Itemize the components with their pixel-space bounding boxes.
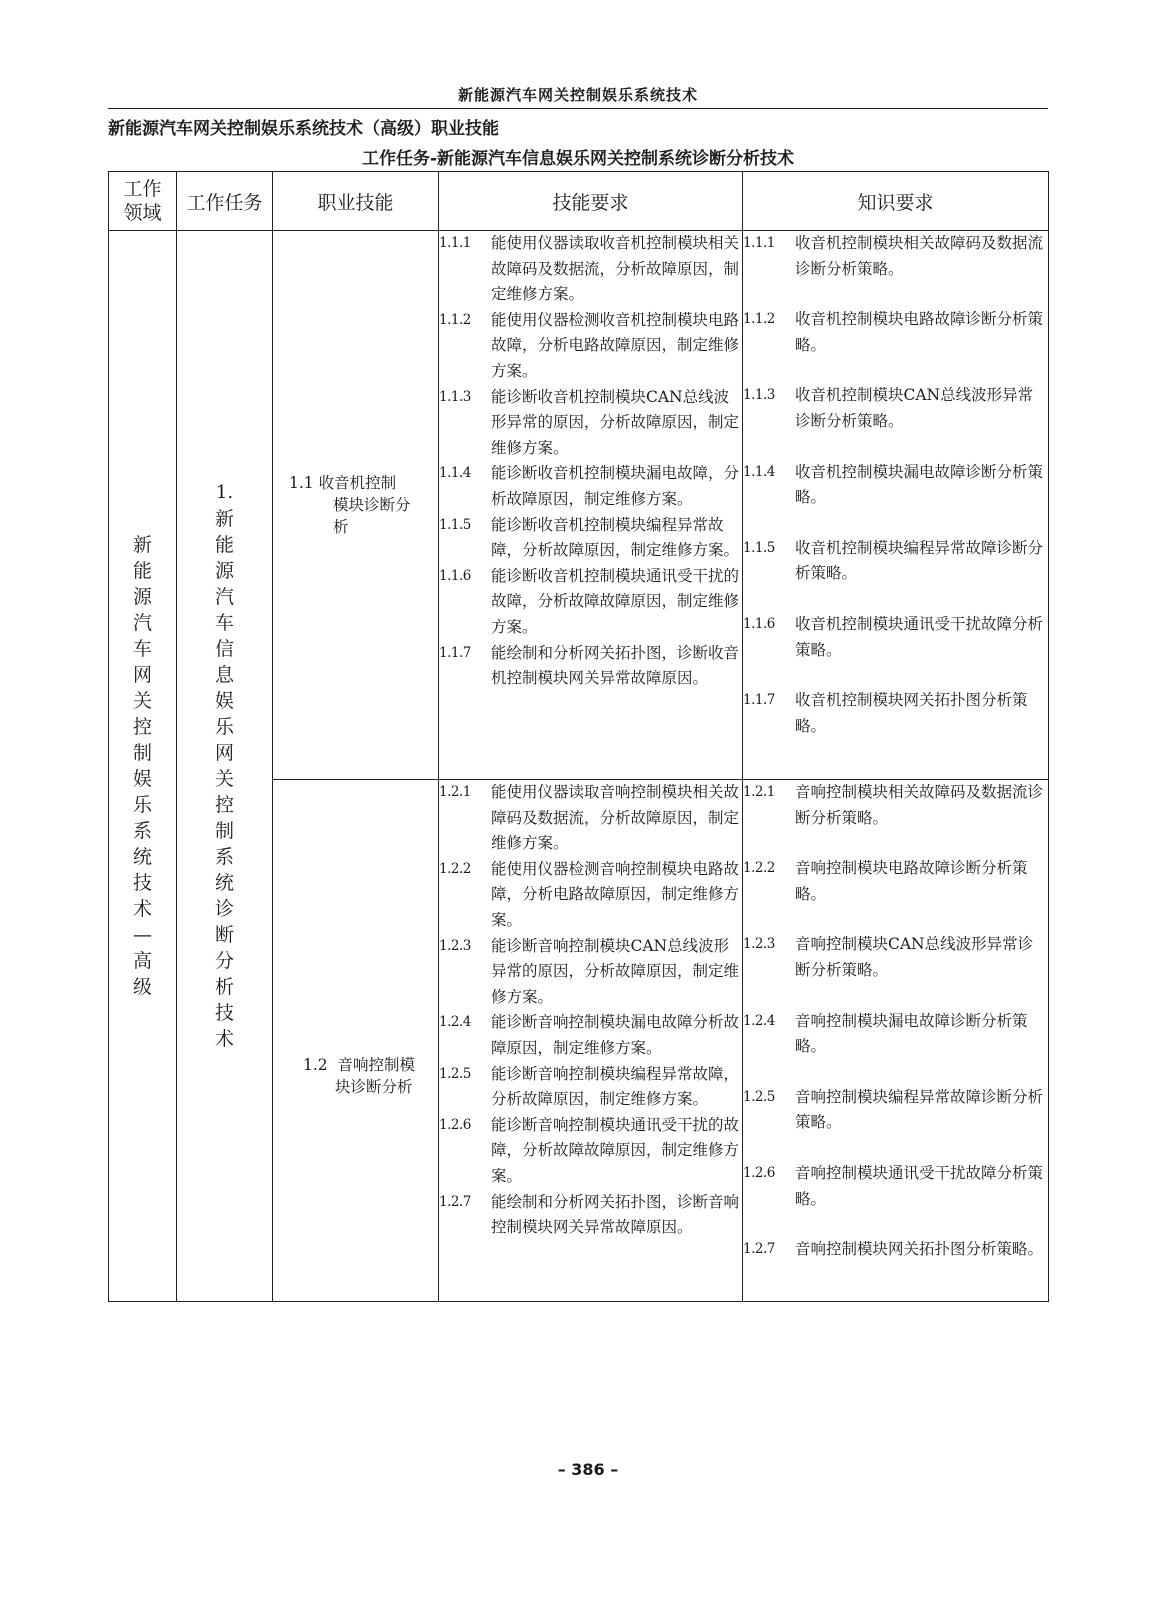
skill-cell-1 <box>273 231 439 780</box>
header-knowledge-requirements: 知识要求 <box>743 172 1049 231</box>
item-text: 收音机控制模块通讯受干扰故障分析策略。 <box>795 614 1044 659</box>
item-number: 1.2.5 <box>439 1065 471 1082</box>
knowledge-requirements-cell-2 <box>743 780 1049 1302</box>
table-header-row <box>109 172 1049 231</box>
task-number: 1. <box>215 482 234 503</box>
item-number: 1.1.5 <box>743 539 775 556</box>
item-number: 1.1.4 <box>439 465 471 482</box>
item-number: 1.1.2 <box>743 311 775 328</box>
skill-cell-2 <box>273 780 439 1302</box>
item-text: 音响控制模块编程异常故障诊断分析策略。 <box>795 1087 1044 1132</box>
header-skill-requirements: 技能要求 <box>439 172 743 231</box>
item-text: 收音机控制模块相关故障码及数据流诊断分析策略。 <box>795 234 1044 278</box>
header-domain <box>109 172 177 231</box>
list-item <box>743 1161 1048 1212</box>
item-text: 能绘制和分析网关拓扑图，诊断收音机控制模块网关异常故障原因。 <box>491 643 740 688</box>
list-item <box>439 780 742 857</box>
skill-name-line: 音响控制模 <box>337 1055 416 1074</box>
list-item <box>439 641 742 692</box>
table-row <box>109 231 1049 780</box>
item-text: 能使用仪器检测收音机控制模块电路故障，分析电路故障原因，制定维修方案。 <box>491 310 740 380</box>
item-number: 1.1.3 <box>439 388 471 405</box>
item-text: 能使用仪器读取音响控制模块相关故障码及数据流，分析故障原因，制定维修方案。 <box>491 783 740 853</box>
list-item <box>439 1190 742 1241</box>
header-skill: 职业技能 <box>273 172 439 231</box>
item-number: 1.2.3 <box>439 937 471 954</box>
list-item <box>743 932 1048 983</box>
list-item <box>743 383 1048 434</box>
item-text: 音响控制模块漏电故障诊断分析策略。 <box>795 1011 1028 1056</box>
skills-table <box>108 171 1049 1302</box>
list-item <box>743 856 1048 907</box>
item-number: 1.2.5 <box>743 1088 775 1105</box>
item-number: 1.2.2 <box>439 860 471 877</box>
list-item <box>743 1237 1048 1263</box>
item-number: 1.2.2 <box>743 860 775 877</box>
item-number: 1.1.2 <box>439 311 471 328</box>
item-number: 1.2.4 <box>743 1012 775 1029</box>
list-item <box>439 1113 742 1190</box>
running-header: 新能源汽车网关控制娱乐系统技术 <box>457 86 698 104</box>
item-text: 收音机控制模块电路故障诊断分析策略。 <box>795 310 1044 354</box>
item-text: 收音机控制模块CAN总线波形异常诊断分析策略。 <box>795 386 1034 430</box>
item-number: 1.1.6 <box>743 615 775 632</box>
item-text: 能使用仪器读取收音机控制模块相关故障码及数据流，分析故障原因，制定维修方案。 <box>491 234 740 304</box>
list-item <box>743 688 1048 739</box>
list-item <box>439 1010 742 1061</box>
domain-cell <box>109 231 177 1302</box>
list-item <box>439 231 742 308</box>
item-text: 收音机控制模块编程异常故障诊断分析策略。 <box>795 538 1044 583</box>
item-text: 能诊断收音机控制模块通讯受干扰的故障，分析故障故障原因，制定维修方案。 <box>491 566 740 636</box>
skill-number: 1.1 <box>289 474 314 492</box>
item-text: 能使用仪器检测音响控制模块电路故障，分析电路故障原因，制定维修方案。 <box>491 859 740 929</box>
list-item <box>743 536 1048 587</box>
list-item <box>439 934 742 1011</box>
header-rule <box>108 108 1048 109</box>
item-text: 能诊断音响控制模块漏电故障分析故障原因，制定维修方案。 <box>491 1013 740 1057</box>
item-number: 1.2.4 <box>439 1014 471 1031</box>
item-number: 1.1.6 <box>439 567 471 584</box>
item-number: 1.1.4 <box>743 463 775 480</box>
item-number: 1.1.1 <box>439 235 471 251</box>
item-text: 收音机控制模块网关拓扑图分析策略。 <box>795 691 1028 735</box>
item-number: 1.1.3 <box>743 387 775 404</box>
item-number: 1.2.7 <box>439 1193 471 1210</box>
skill-name-line: 模块诊断分 <box>333 496 411 514</box>
document-title: 新能源汽车网关控制娱乐系统技术（高级）职业技能 <box>108 119 499 139</box>
item-text: 音响控制模块相关故障码及数据流诊断分析策略。 <box>795 783 1044 827</box>
vertical-text: 新能源汽车网关控制娱乐系统技术—高级 <box>132 534 152 998</box>
item-text: 能绘制和分析网关拓扑图，诊断音响控制模块网关异常故障原因。 <box>491 1192 740 1237</box>
item-text: 音响控制模块电路故障诊断分析策略。 <box>795 859 1028 903</box>
item-text: 能诊断收音机控制模块CAN总线波形异常的原因，分析故障原因，制定维修方案。 <box>491 387 740 457</box>
header-domain-text: 工作领域 <box>123 178 162 224</box>
skill-name-line: 析 <box>333 518 349 536</box>
list-item <box>439 385 742 462</box>
item-text: 能诊断收音机控制模块编程异常故障，分析故障原因，制定维修方案。 <box>491 515 740 560</box>
knowledge-requirements-cell-1 <box>743 231 1049 780</box>
list-item <box>743 231 1048 282</box>
item-number: 1.2.6 <box>743 1164 775 1181</box>
item-number: 1.2.7 <box>743 1241 775 1258</box>
page-number: – 386 – <box>557 1460 619 1479</box>
skill-requirements-cell-1 <box>439 231 743 780</box>
item-text: 能诊断音响控制模块通讯受干扰的故障，分析故障故障原因，制定维修方案。 <box>491 1115 740 1185</box>
list-item <box>439 1062 742 1113</box>
list-item <box>439 564 742 641</box>
item-text: 收音机控制模块漏电故障诊断分析策略。 <box>795 462 1044 507</box>
list-item <box>439 308 742 385</box>
item-text: 能诊断音响控制模块CAN总线波形异常的原因，分析故障原因，制定维修方案。 <box>491 936 740 1006</box>
list-item <box>743 612 1048 663</box>
item-number: 1.1.7 <box>439 644 471 661</box>
item-text: 能诊断收音机控制模块漏电故障，分析故障原因，制定维修方案。 <box>491 464 740 508</box>
skill-name-line: 收音机控制 <box>318 474 397 492</box>
item-text: 音响控制模块网关拓扑图分析策略。 <box>795 1240 1044 1259</box>
item-number: 1.1.5 <box>439 516 471 533</box>
list-item <box>743 780 1048 831</box>
item-number: 1.1.1 <box>743 235 775 251</box>
list-item <box>743 460 1048 511</box>
item-text: 音响控制模块CAN总线波形异常诊断分析策略。 <box>795 935 1034 979</box>
item-number: 1.2.6 <box>439 1116 471 1133</box>
item-number: 1.2.3 <box>743 936 775 953</box>
skill-requirements-cell-2 <box>439 780 743 1302</box>
task-cell <box>177 231 273 1302</box>
item-number: 1.1.7 <box>743 692 775 709</box>
item-text: 能诊断音响控制模块编程异常故障，分析故障原因，制定维修方案。 <box>491 1064 740 1109</box>
list-item <box>439 461 742 512</box>
domain-text <box>109 532 176 1000</box>
item-number: 1.2.1 <box>743 784 775 800</box>
section-title: 工作任务-新能源汽车信息娱乐网关控制系统诊断分析技术 <box>361 149 795 169</box>
item-text: 音响控制模块通讯受干扰故障分析策略。 <box>795 1163 1044 1208</box>
task-text <box>177 506 272 1052</box>
item-number: 1.2.1 <box>439 784 471 800</box>
list-item <box>439 857 742 934</box>
header-task: 工作任务 <box>177 172 273 231</box>
skill-number: 1.2 <box>303 1055 328 1074</box>
skill-name-line: 块诊断分析 <box>335 1077 413 1096</box>
list-item <box>743 1085 1048 1136</box>
list-item <box>743 1009 1048 1060</box>
vertical-text: 新能源汽车信息娱乐网关控制系统诊断分析技术 <box>214 508 234 1050</box>
list-item <box>743 307 1048 358</box>
list-item <box>439 513 742 564</box>
